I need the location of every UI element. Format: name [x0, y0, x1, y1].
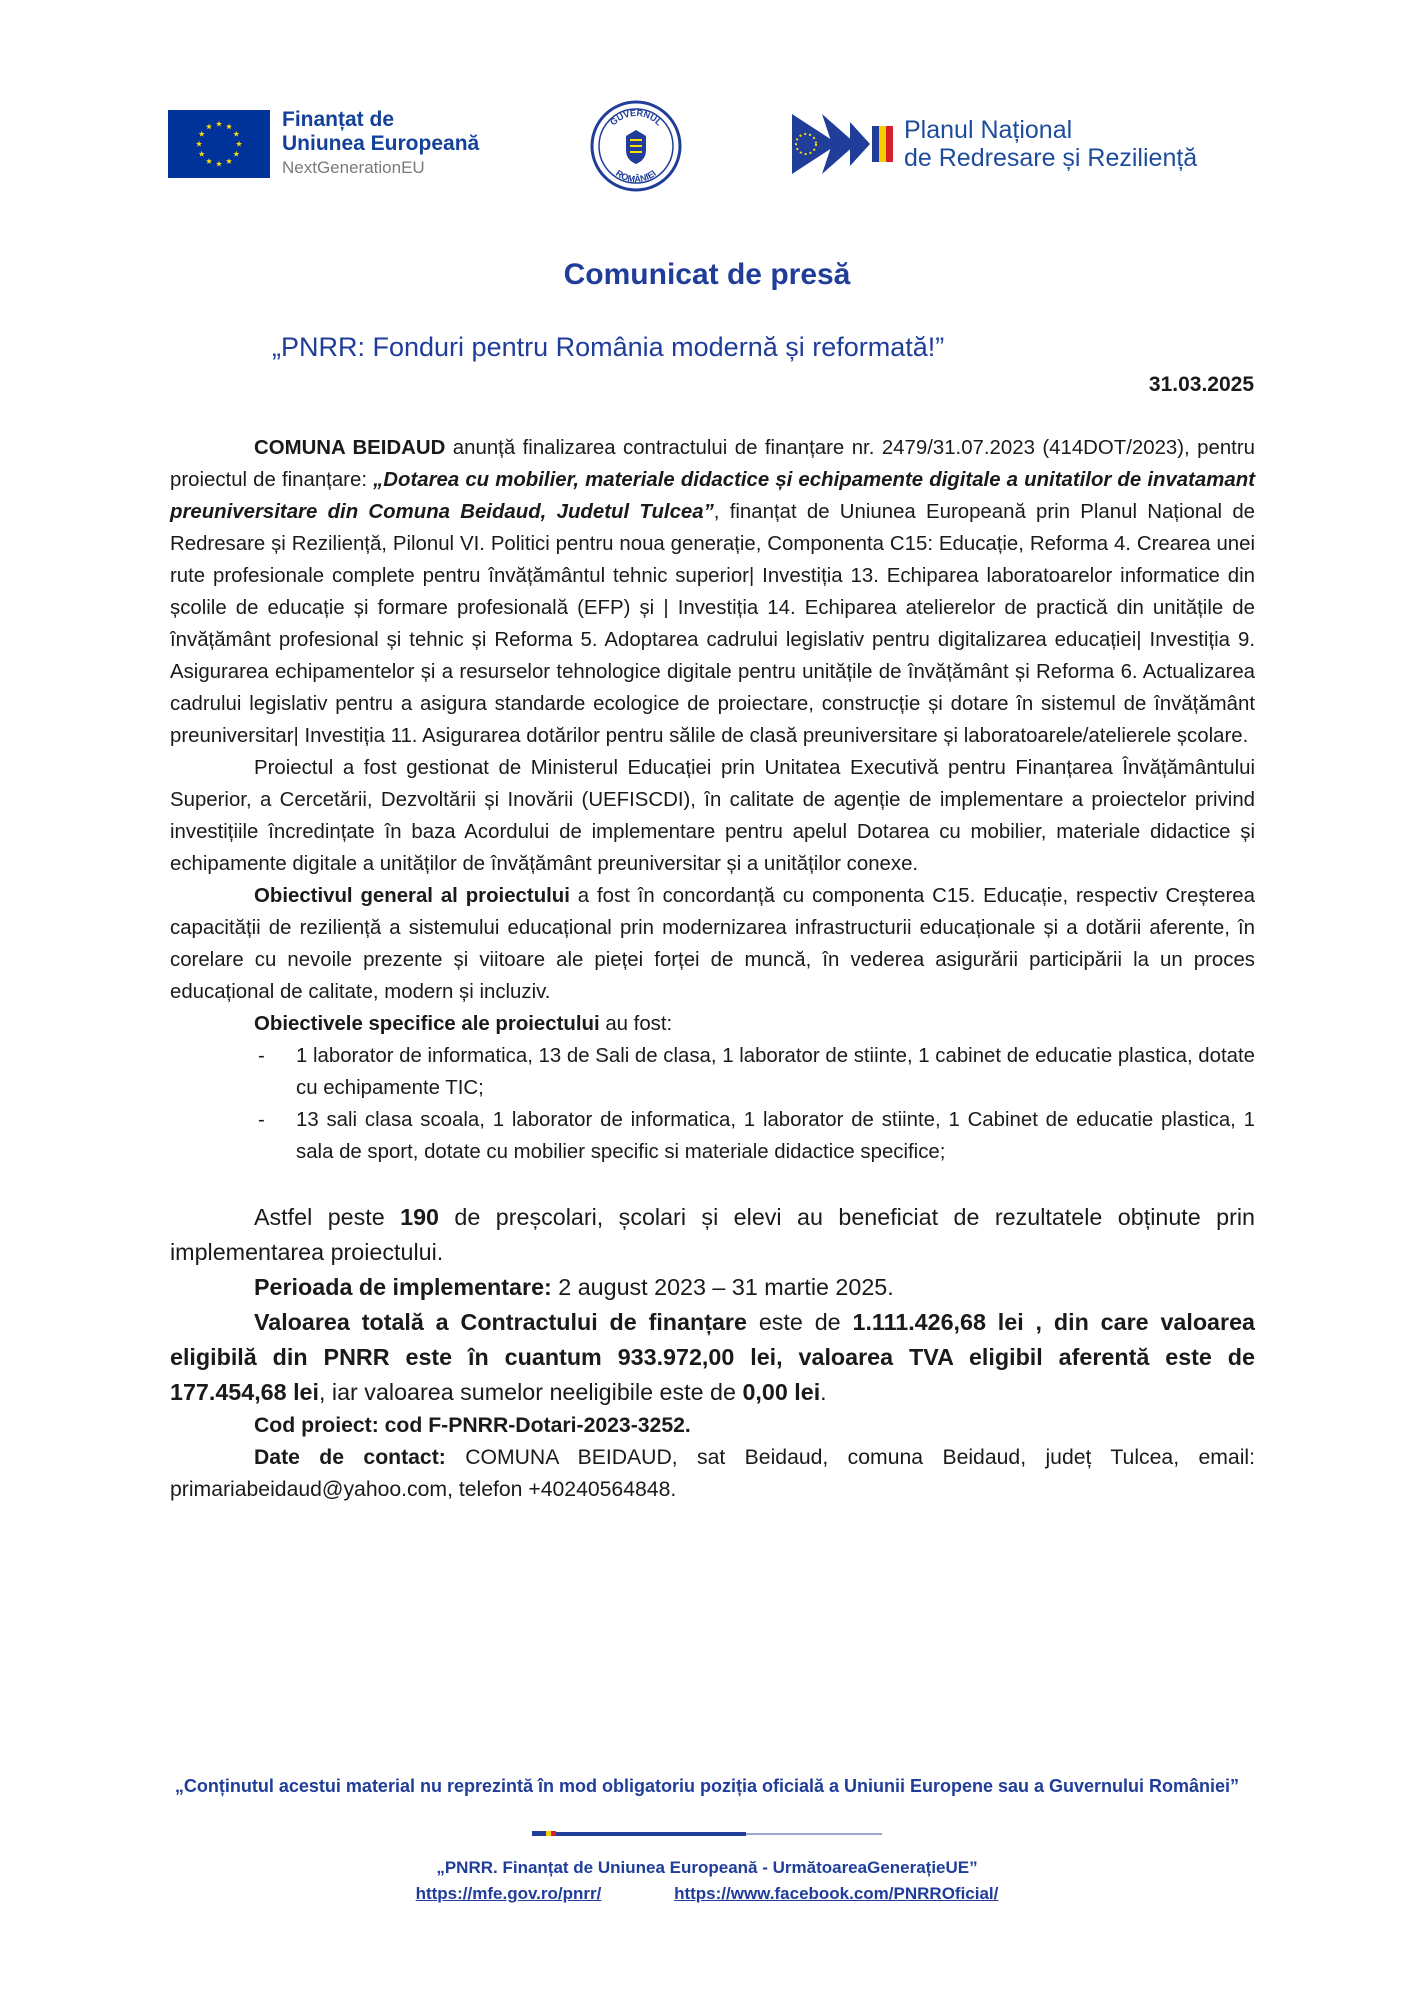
beneficiaries-text-end: de preșcolari, școlari și elevi au beneficiat de rezultatele obținute prin implementarea proiectului.	[170, 1204, 1255, 1265]
project-title: „Dotarea cu mobilier, materiale didactice și echipamente digitale a unitatilor de invatamant preuniversitare din Comuna Beidaud, Judetul Tulcea”	[170, 469, 1255, 523]
paragraph-general-objective	[170, 880, 1255, 1008]
pnrr-logo-line1: Planul Național	[904, 116, 1073, 144]
specific-objectives-label: Obiectivele specifice ale proiectului	[254, 1013, 600, 1035]
pnrr-arrow-icon	[792, 108, 896, 180]
period-value: 2 august 2023 – 31 martie 2025.	[551, 1274, 894, 1300]
disclaimer: „Conținutul acestui material nu reprezintă în mod obligatoriu poziția oficială a Uniunii Europene sau a Guvernului României”	[174, 1776, 1240, 1796]
eu-logo	[168, 108, 498, 180]
project-code: Cod proiect: cod F-PNRR-Dotari-2023-3252.	[254, 1414, 691, 1437]
beneficiary-name: COMUNA BEIDAUD	[254, 437, 446, 459]
general-objective-label: Obiectivul general al proiectului	[254, 885, 570, 907]
mfe-link[interactable]: https://mfe.gov.ro/pnrr/	[415, 1884, 602, 1903]
value-amounts: 1.111.426,68 lei , din care valoarea eligibilă din PNRR este în cuantum 933.972,00 lei, valoarea TVA eligibil aferentă este de 177.454,68 lei	[170, 1309, 1255, 1405]
eu-logo-line2: Uniunea Europeană	[282, 132, 480, 155]
footer-tagline: „PNRR. Finanțat de Uniunea Europeană - UrmătoareaGenerațieUE”	[436, 1858, 978, 1877]
page-title: Comunicat de presă	[563, 258, 851, 291]
ineligible-amount: 0,00 lei	[742, 1379, 821, 1405]
government-seal-icon	[590, 100, 682, 192]
paragraph-beneficiaries	[170, 1200, 1255, 1270]
press-release-body	[170, 432, 1255, 1506]
release-date: 31.03.2025	[1148, 373, 1254, 396]
paragraph-announcement	[170, 432, 1255, 752]
list-item: - 1 laborator de informatica, 13 de Sali de clasa, 1 laborator de stiinte, 1 cabinet de educatie plastica, dotate cu echipamente TIC;	[254, 1040, 1255, 1104]
total-value-label: Valoarea totală a Contractului de finanțare	[254, 1309, 747, 1335]
svg-text:ROMÂNIEI: ROMÂNIEI	[614, 167, 658, 185]
pnrr-logo-line2: de Redresare și Reziliență	[904, 144, 1198, 172]
period-label: Perioada de implementare:	[254, 1274, 552, 1300]
value-text-3: .	[820, 1379, 827, 1405]
list-item: - 13 sali clasa scoala, 1 laborator de informatica, 1 laborator de stiinte, 1 Cabinet de educatie plastica, 1 sala de sport, dotate cu mobilier specific si materiale didactice specifice;	[254, 1104, 1255, 1168]
pnrr-logo	[792, 108, 1252, 180]
paragraph-period	[170, 1270, 1255, 1305]
eu-logo-line1: Finanțat de	[282, 108, 395, 131]
facebook-link[interactable]: https://www.facebook.com/PNRROficial/	[674, 1884, 999, 1903]
svg-text:GUVERNUL: GUVERNUL	[608, 107, 664, 128]
page-subtitle: „PNRR: Fonduri pentru România modernă și reformată!”	[272, 332, 945, 362]
announcement-text: anunță finalizarea contractului de finanțare nr. 2479/31.07.2023 (414DOT/2023), pentru proiectul de finanțare:	[170, 437, 1255, 491]
paragraph-value	[170, 1305, 1255, 1410]
eu-flag-icon	[168, 110, 270, 178]
footer-links	[0, 1884, 1414, 1904]
value-text-1: este de	[746, 1309, 853, 1335]
footer-divider	[532, 1829, 882, 1837]
paragraph-management: Proiectul a fost gestionat de Ministerul Educației prin Unitatea Executivă pentru Finanțarea Învățământului Superior, a Cercetării, Dezvoltării și Inovării (UEFISCDI), în calitate de agenție de implementare a proiectelor privind investițiile încredințate în baza Acordului de implementare pentru apelul Dotarea cu mobilier, materiale didactice și echipamente digitale a unităților de învățământ preuniversitar și a unităților conexe.	[170, 757, 1255, 875]
paragraph-specific-objectives	[170, 1008, 1255, 1040]
general-objective-text: a fost în concordanță cu componenta C15. Educație, respectiv Creșterea capacității de reziliență a sistemului educațional prin modernizarea infrastructurii educaționale și a dotării aferente, în corelare cu nevoile prezente și viitoare ale pieței forței de muncă, în vederea asigurării participării la un proces educațional de calitate, modern și incluziv.	[170, 885, 1255, 1003]
value-text-2: , iar valoarea sumelor neeligibile este de	[318, 1379, 743, 1405]
eu-logo-line3: NextGenerationEU	[282, 158, 425, 177]
specific-objectives-text: au fost:	[599, 1013, 673, 1035]
contact-details: COMUNA BEIDAUD, sat Beidaud, comuna Beidaud, județ Tulcea, email: primariabeidaud@yahoo.com, telefon +40240564848.	[170, 1446, 1255, 1501]
contact-label: Date de contact:	[254, 1446, 446, 1469]
paragraph-contact	[170, 1442, 1255, 1506]
beneficiaries-count: 190	[400, 1204, 439, 1230]
funding-text: , finanțat de Uniunea Europeană prin Planul Național de Redresare și Reziliență, Pilonul VI. Politici pentru noua generație, Componenta C15: Educație, Reforma 4. Crearea unei rute profesionale complete pentru învățământul tehnic superior| Investiția 13. Echiparea laboratoarelor informatice din școlile de educație și formare profesională (EFP) și | Investiția 14. Echiparea atelierelor de practică din unitățile de învățământ profesional și tehnic și Reforma 5. Adoptarea cadrului legislativ pentru digitalizarea educației| Investiția 9. Asigurarea echipamentelor și a resurselor tehnologice digitale pentru unitățile de învățământ și Reforma 6. Actualizarea cadrului legislativ pentru a asigura standarde ecologice de proiectare, construcție și dotare în sistemul de învățământ preuniversitar| Investiția 11. Asigurarea dotărilor pentru sălile de clasă preuniversitare și laboratoarele/atelierele școlare.	[170, 501, 1255, 747]
specific-objectives-list	[254, 1040, 1255, 1168]
beneficiaries-text-start: Astfel peste	[254, 1204, 401, 1230]
